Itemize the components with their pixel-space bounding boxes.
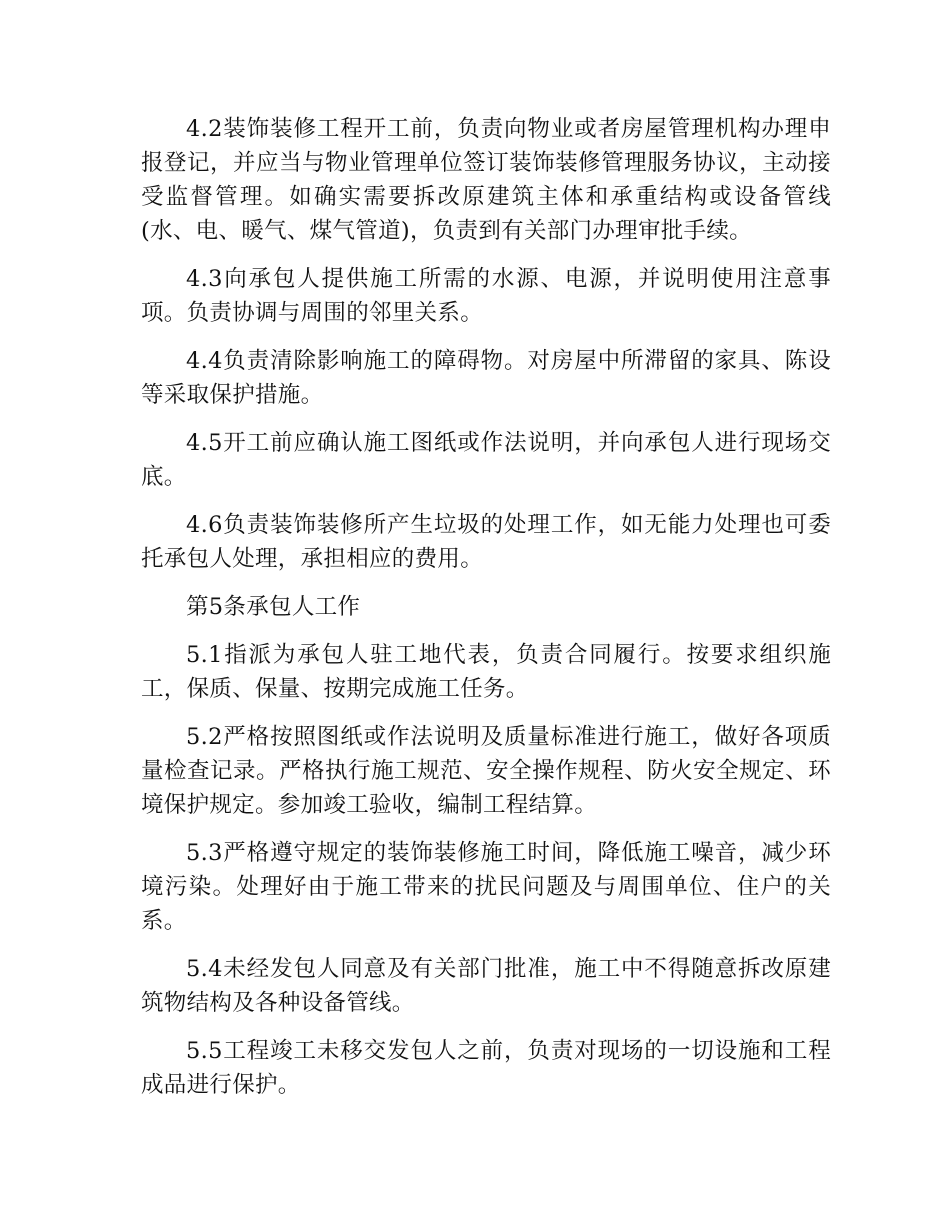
clause-5-5: 5.5工程竣工未移交发包人之前，负责对现场的一切设施和工程成品进行保护。 — [141, 1038, 831, 1098]
clause-4-5: 4.5开工前应确认施工图纸或作法说明，并向承包人进行现场交底。 — [141, 430, 831, 490]
clause-5-4: 5.4未经发包人同意及有关部门批准，施工中不得随意拆改原建筑物结构及各种设备管线。 — [141, 956, 831, 1016]
clause-4-2: 4.2装饰装修工程开工前，负责向物业或者房屋管理机构办理申报登记，并应当与物业管理单位签订装饰装修管理服务协议，主动接受监督管理。如确实需要拆改原建筑主体和承重结构或设备管线(水、电、暖气、煤气管道)，负责到有关部门办理审批手续。 — [141, 116, 831, 244]
clause-4-4: 4.4负责清除影响施工的障碍物。对房屋中所滞留的家具、陈设等采取保护措施。 — [141, 348, 831, 408]
clause-4-3: 4.3向承包人提供施工所需的水源、电源，并说明使用注意事项。负责协调与周围的邻里关系。 — [141, 266, 831, 326]
clause-5-1: 5.1指派为承包人驻工地代表，负责合同履行。按要求组织施工，保质、保量、按期完成施工任务。 — [141, 642, 831, 702]
document-body — [141, 112, 831, 1116]
clause-4-6: 4.6负责装饰装修所产生垃圾的处理工作，如无能力处理也可委托承包人处理，承担相应的费用。 — [141, 512, 831, 572]
clause-5-3: 5.3严格遵守规定的装饰装修施工时间，降低施工噪音，减少环境污染。处理好由于施工带来的扰民问题及与周围单位、住户的关系。 — [141, 840, 831, 934]
clause-5-2: 5.2严格按照图纸或作法说明及质量标准进行施工，做好各项质量检查记录。严格执行施工规范、安全操作规程、防火安全规定、环境保护规定。参加竣工验收，编制工程结算。 — [141, 724, 831, 818]
section-5-heading: 第5条承包人工作 — [186, 594, 361, 620]
